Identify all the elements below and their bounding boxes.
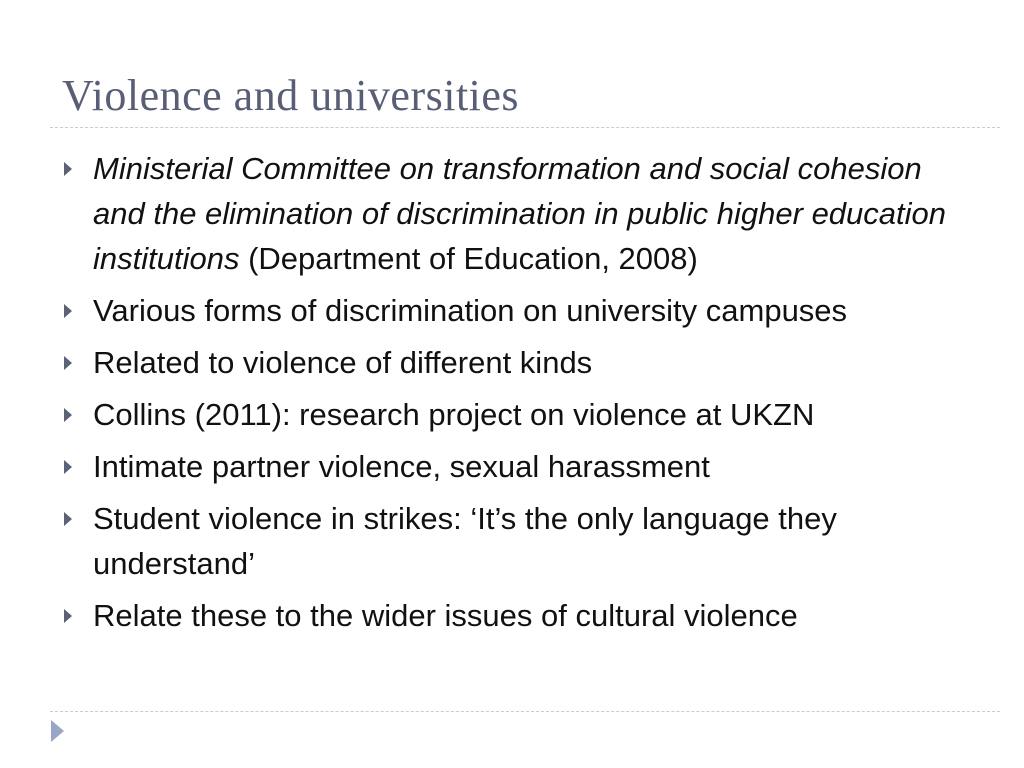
- corner-triangle-icon: [51, 720, 64, 742]
- bullet-triangle-icon: [64, 460, 72, 474]
- bullet-triangle-icon: [64, 356, 72, 370]
- bullet-triangle-icon: [64, 512, 72, 526]
- bullet-item: [62, 340, 962, 385]
- bullet-text: Student violence in strikes: ‘It’s the only language they understand’: [93, 501, 837, 581]
- bullet-text: Various forms of discrimination on university campuses: [93, 293, 848, 328]
- bullet-item: [62, 392, 962, 437]
- bullet-text: Relate these to the wider issues of cultural violence: [93, 598, 798, 633]
- title-divider: [50, 127, 1000, 128]
- slide-title: Violence and universities: [62, 71, 520, 120]
- bullet-list: [62, 146, 962, 645]
- bullet-text: Related to violence of different kinds: [93, 345, 593, 380]
- bullet-triangle-icon: [64, 609, 72, 623]
- bullet-text: Collins (2011): research project on violence at UKZN: [93, 397, 815, 432]
- bullet-item: [62, 593, 962, 638]
- bullet-text: (Department of Education, 2008): [239, 241, 698, 276]
- bullet-triangle-icon: [64, 304, 72, 318]
- bullet-italic-text: Ministerial Committee on transformation and social cohesion and the elimination of discrimination in public higher education institutions: [93, 151, 947, 276]
- bullet-triangle-icon: [64, 408, 72, 422]
- footer-divider: [50, 711, 1000, 712]
- bullet-text: Intimate partner violence, sexual harassment: [93, 449, 710, 484]
- bullet-item: [62, 146, 962, 281]
- bullet-item: [62, 288, 962, 333]
- bullet-triangle-icon: [64, 162, 72, 176]
- bullet-item: [62, 444, 962, 489]
- bullet-item: [62, 496, 962, 586]
